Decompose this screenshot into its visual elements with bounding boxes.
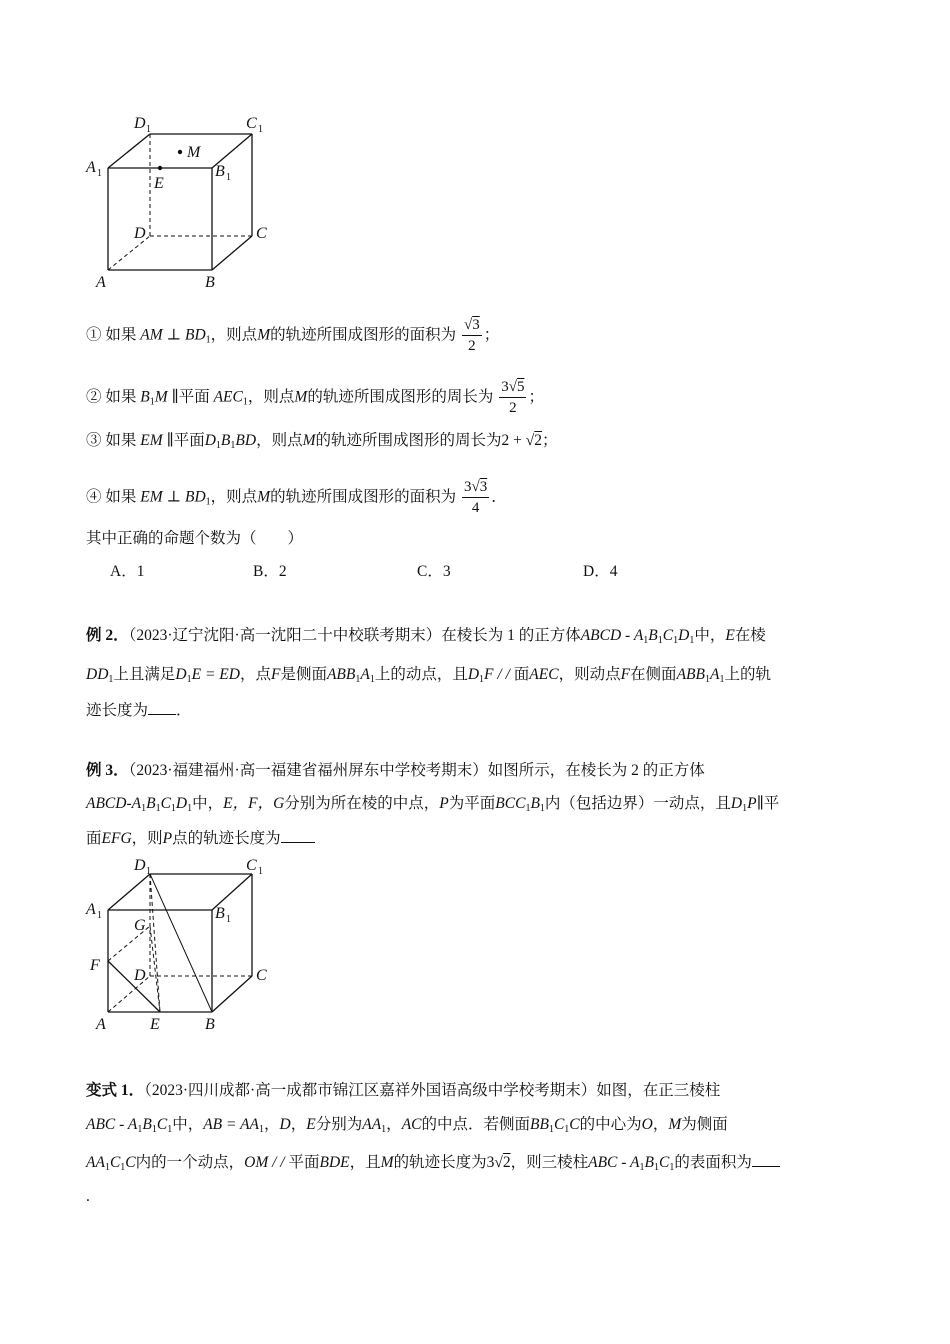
variant1-eq: AB = AA: [203, 1116, 260, 1133]
variant1-seg: AA: [362, 1116, 382, 1133]
example2-l2a: 上且满足: [113, 666, 176, 683]
example3-l3a: 面: [86, 830, 102, 847]
statement-1-op: ⊥: [166, 326, 182, 344]
variant1-point-m: M: [668, 1116, 682, 1133]
example3-point-p: P: [439, 795, 449, 812]
example2-l3-end: ．: [176, 702, 192, 719]
question-text: 其中正确的命题个数为（ ）: [86, 530, 304, 547]
statement-3-op: ∥平面: [166, 432, 205, 449]
figure-cube-2: [86, 856, 286, 1036]
frac-den: 4: [471, 500, 480, 516]
variant1-title: 变式 1．: [86, 1082, 145, 1099]
statement-3-if: 如果: [105, 432, 137, 449]
statement-3-number: ③: [86, 432, 102, 449]
variant1-l2a: 中，: [172, 1116, 204, 1133]
example3-source: （2023·福建福州·高一福建省福州屏东中学校考期末）如图所示，在棱长为 2 的正方体: [128, 762, 705, 779]
variant1-point-m-2: M: [380, 1154, 394, 1171]
statement-4-mid: ，则点: [210, 488, 258, 506]
example3-answer-blank[interactable]: [281, 828, 315, 843]
variant1-source: （2023·四川成都·高一成都市锦江区嘉祥外国语高级中学校考期末）如图，在正三棱柱: [144, 1082, 721, 1099]
example2-l2g: 在侧面: [630, 666, 677, 683]
frac-coef: 3: [464, 479, 472, 495]
example3-par-b: P: [747, 795, 757, 812]
variant1-line3: $AA_1C_1C$内的一个动点，OM / / 平面BDE，且M的轨迹长度为3√2，则三棱柱ABC - $A_1B_1C_1$的表面积为: [86, 1152, 780, 1174]
label2-C1: C: [246, 857, 257, 874]
example2-face-end: A: [360, 666, 370, 683]
example2-face-end-2: A: [709, 666, 720, 683]
label-D1-sub: 1: [146, 124, 151, 135]
example3-l3c: 点的轨迹长度为: [172, 830, 281, 847]
variant1-point-d: D: [279, 1116, 291, 1133]
example2-l2h: 上的轨: [724, 666, 771, 683]
label2-D: D: [134, 967, 146, 984]
cube-diagram-2: [86, 856, 286, 1036]
variant1-l2b-4: ，: [652, 1116, 669, 1133]
statement-4-cond-b: BD: [185, 488, 206, 506]
variant1-line2: ABC - $A_1B_1C_1$中，AB = $AA_1$，D，E分别为$AA_1$，AC的中点．若侧面$BB_1C_1C$的中心为O，M为侧面: [86, 1116, 728, 1135]
example3-l3b: ，则: [131, 830, 163, 847]
example2-face: ABB: [326, 666, 356, 683]
example2-dd: DD: [86, 666, 109, 683]
statement-1-point: M: [257, 326, 271, 344]
label2-E: E: [150, 1016, 160, 1033]
statement-2-point: M: [294, 388, 308, 406]
example2-source: （2023·辽宁沈阳·高一沈阳二十中校联考期末）在棱长为 1 的正方体: [128, 627, 581, 644]
example2-line1-end: 中，: [694, 627, 726, 644]
cube-diagram-1: [86, 112, 286, 297]
label2-D1-sub: 1: [146, 866, 151, 877]
statement-1-if: 如果: [105, 326, 137, 344]
statement-3-end: ；: [542, 432, 558, 449]
example2-cube: ABCD - A: [580, 627, 644, 644]
example3-plane-b: B: [530, 795, 540, 812]
example2-line3: [86, 700, 192, 722]
variant1-l3a: 内的一个动点，: [135, 1154, 245, 1171]
example2-point-f-2: F: [620, 666, 631, 683]
statement-2-sub: 1: [242, 396, 248, 408]
label2-A1-sub: 1: [97, 910, 102, 921]
label-A: A: [96, 274, 106, 291]
frac-coef: 3: [501, 379, 509, 395]
variant1-line4: .: [86, 1188, 90, 1205]
label-A1: A: [86, 159, 96, 176]
statement-1-mid: ，则点: [210, 326, 258, 344]
statement-2-cond-a2: M: [154, 388, 168, 406]
variant1-point-e: E: [306, 1116, 316, 1133]
variant1-point-o: O: [641, 1116, 653, 1133]
example3-l2a: 中，: [192, 795, 224, 812]
example2-l2b: ，点: [239, 666, 271, 683]
label-C1: C: [246, 115, 257, 132]
variant1-plane: BDE: [319, 1154, 350, 1171]
label2-B1: B: [215, 905, 225, 922]
variant1-l2b-3: ，: [386, 1116, 402, 1133]
point-E: [158, 166, 162, 170]
variant1-l2b-2: ，: [290, 1116, 307, 1133]
frac-rad: 3: [479, 479, 488, 495]
statement-2-if: 如果: [105, 388, 137, 406]
statement-2-cond-a: B: [140, 388, 150, 406]
statement-2-op: ∥平面: [171, 388, 210, 406]
example3-l2d: 内（包括边界）一动点，且: [544, 795, 731, 812]
option-b[interactable]: B．2: [253, 563, 287, 580]
variant1-l3c: ，且: [349, 1154, 381, 1171]
example3-line3: [86, 828, 315, 850]
label-B1-sub: 1: [226, 172, 231, 183]
statement-2-number: ②: [86, 388, 102, 406]
statement-1-end: ；: [483, 326, 500, 344]
label-A1-sub: 1: [97, 168, 102, 179]
statement-3-rest: 的轨迹所围成图形的周长为: [315, 432, 502, 449]
statement-3-b1-sub: 1: [215, 440, 221, 451]
statement-3-mid: ，则点: [256, 432, 303, 449]
statement-4-fraction: $\frac{3√3}{4}$: [464, 479, 488, 516]
statement-3: ③ 如果 EM ∥平面$D_1B_1BD$，则点M的轨迹所围成图形的周长为2 + √2；: [86, 432, 558, 451]
example3-l2c: 为平面: [448, 795, 496, 812]
statement-2-end: ；: [528, 388, 544, 406]
option-a[interactable]: A．1: [110, 563, 145, 580]
label-M: M: [187, 144, 201, 161]
example2-l2d: 上的动点，且: [374, 666, 468, 683]
statement-4-cond-a: EM: [140, 488, 163, 506]
statement-4-sub: 1: [205, 496, 211, 508]
example3-points: E，F，G: [223, 795, 285, 812]
statement-1-sub: 1: [205, 334, 211, 346]
label-D1: D: [134, 115, 146, 132]
label2-D1: D: [134, 857, 146, 874]
statement-1-cond-a: AM: [140, 326, 163, 344]
example2-line1: 例 2．（2023·辽宁沈阳·高一沈阳二十中校联考期末）在棱长为 1 的正方体ABCD - $A_1B_1C_1D_1$中，E在棱: [86, 627, 766, 646]
variant1-l3d: 的轨迹长度为: [393, 1154, 487, 1171]
statement-1-fraction: $\frac{√3}{2}$: [464, 317, 480, 354]
statement-4-number: ④: [86, 488, 102, 506]
label2-C: C: [256, 967, 267, 984]
statement-2-fraction: $\frac{3√5}{2}$: [501, 379, 525, 416]
statement-3-b1: D: [204, 432, 216, 449]
example2-l2c: 是侧面: [280, 666, 327, 683]
example2-par-b: F / /: [484, 666, 514, 683]
example2-title: 例 2．: [86, 627, 129, 644]
example2-eq-mid: E = ED: [191, 666, 240, 683]
variant1-l3f: 的表面积为: [674, 1154, 752, 1171]
statement-3-b2-sub: 1: [230, 440, 236, 451]
example2-line1-tail: 在棱: [734, 627, 766, 644]
statement-4-if: 如果: [105, 488, 137, 506]
example2-answer-blank[interactable]: [148, 700, 176, 715]
example3-l2b: 分别为所在棱的中点，: [284, 795, 440, 812]
example3-title: 例 3．: [86, 762, 129, 779]
statement-2-cond-b: AEC: [213, 388, 243, 406]
variant1-prism-2: ABC - A: [588, 1154, 640, 1171]
variant1-face: BB: [530, 1116, 549, 1133]
statement-1-number: ①: [86, 326, 102, 344]
point-M: [178, 150, 182, 154]
statement-4: [86, 480, 507, 516]
example2-plane: AEC: [529, 666, 559, 683]
figure-cube-1: [86, 112, 286, 297]
statement-3-value-prefix: 2 +: [501, 432, 526, 449]
statement-3-value-rad: 2: [534, 432, 543, 449]
example3-par-a: D: [730, 795, 743, 812]
example3-point-p-2: P: [162, 830, 173, 847]
example3-line2: ABCD-$A_1B_1C_1D_1$中，E，F，G分别为所在棱的中点，P为平面$BCC_1B_1$内（包括边界）一动点，且$D_1P\parallel$平: [86, 795, 780, 814]
label-B1: B: [215, 163, 225, 180]
statement-3-point: M: [302, 432, 316, 449]
example2-l2e: 面: [513, 666, 530, 683]
variant1-line1: [86, 1080, 720, 1102]
statement-3-b3: BD: [235, 432, 257, 449]
statement-4-end: ．: [491, 488, 507, 506]
variant1-om: OM / /: [244, 1154, 289, 1171]
frac-rad: 5: [516, 379, 525, 395]
example2-point-e: E: [725, 627, 735, 644]
label-C1-sub: 1: [258, 124, 263, 135]
example3-plane2: EFG: [101, 830, 132, 847]
example2-eq-left: D: [175, 666, 187, 683]
label2-B: B: [205, 1016, 215, 1033]
variant1-l2c: 分别为: [315, 1116, 363, 1133]
frac-den: 2: [468, 338, 476, 354]
label2-F: F: [90, 957, 100, 974]
statement-2-mid: ，则点: [247, 388, 295, 406]
variant1-prism: ABC - A: [86, 1116, 138, 1133]
variant1-face2: AA: [86, 1154, 105, 1171]
label-B: B: [205, 274, 215, 291]
label2-B1-sub: 1: [226, 914, 231, 925]
example2-l2f: ，则动点: [558, 666, 621, 683]
label-C: C: [256, 225, 267, 242]
variant1-seg2: AC: [401, 1116, 422, 1133]
label2-A1: A: [86, 901, 96, 918]
variant1-l2e: 的中心为: [579, 1116, 642, 1133]
example3-cube: ABCD-A: [86, 795, 142, 812]
option-c[interactable]: C．3: [417, 563, 451, 580]
frac-rad: 3: [472, 317, 480, 333]
statement-1-rest: 的轨迹所围成图形的面积为: [270, 326, 457, 344]
example2-l3: 迹长度为: [86, 702, 149, 719]
option-d[interactable]: D．4: [583, 563, 618, 580]
statement-4-rest: 的轨迹所围成图形的面积为: [270, 488, 457, 506]
variant1-len-coef: 3: [486, 1154, 495, 1171]
variant1-l2b: ，: [264, 1116, 280, 1133]
variant1-answer-blank[interactable]: [752, 1152, 780, 1167]
example2-face-2: ABB: [676, 666, 705, 683]
example3-plane-a: BCC: [495, 795, 526, 812]
frac-den: 2: [509, 400, 517, 416]
example2-line2: $DD_1$上且满足$D_1E$ = ED，点F是侧面$ABB_1A_1$上的动点，且$D_1F$ / / 面AEC，则动点F在侧面$ABB_1A_1$上的轨: [86, 666, 771, 685]
statement-1: [86, 318, 499, 354]
example3-line1: [86, 760, 705, 782]
statement-3-b2: B: [220, 432, 231, 449]
variant1-len-rad: 2: [502, 1154, 511, 1171]
statement-1-cond-b: BD: [185, 326, 206, 344]
statement-2-cond-a-sub: 1: [149, 396, 155, 408]
label2-A: A: [96, 1016, 106, 1033]
label-D: D: [134, 225, 146, 242]
variant1-l3e: ，则三棱柱: [510, 1154, 589, 1171]
statement-4-op: ⊥: [166, 488, 182, 506]
label-E: E: [154, 175, 164, 192]
statement-4-point: M: [257, 488, 271, 506]
variant1-l2d: 的中点．若侧面: [421, 1116, 531, 1133]
example2-par-a: D: [467, 666, 480, 683]
statement-2-rest: 的轨迹所围成图形的周长为: [307, 388, 494, 406]
variant1-l3b: 平面: [288, 1154, 320, 1171]
label2-C1-sub: 1: [258, 866, 263, 877]
label2-G: G: [134, 917, 146, 934]
example2-point-f: F: [270, 666, 281, 683]
example3-l2e: ∥平: [756, 795, 780, 812]
statement-2: [86, 380, 544, 416]
variant1-l2f: 为侧面: [681, 1116, 728, 1133]
statement-3-cond-a: EM: [140, 432, 163, 449]
